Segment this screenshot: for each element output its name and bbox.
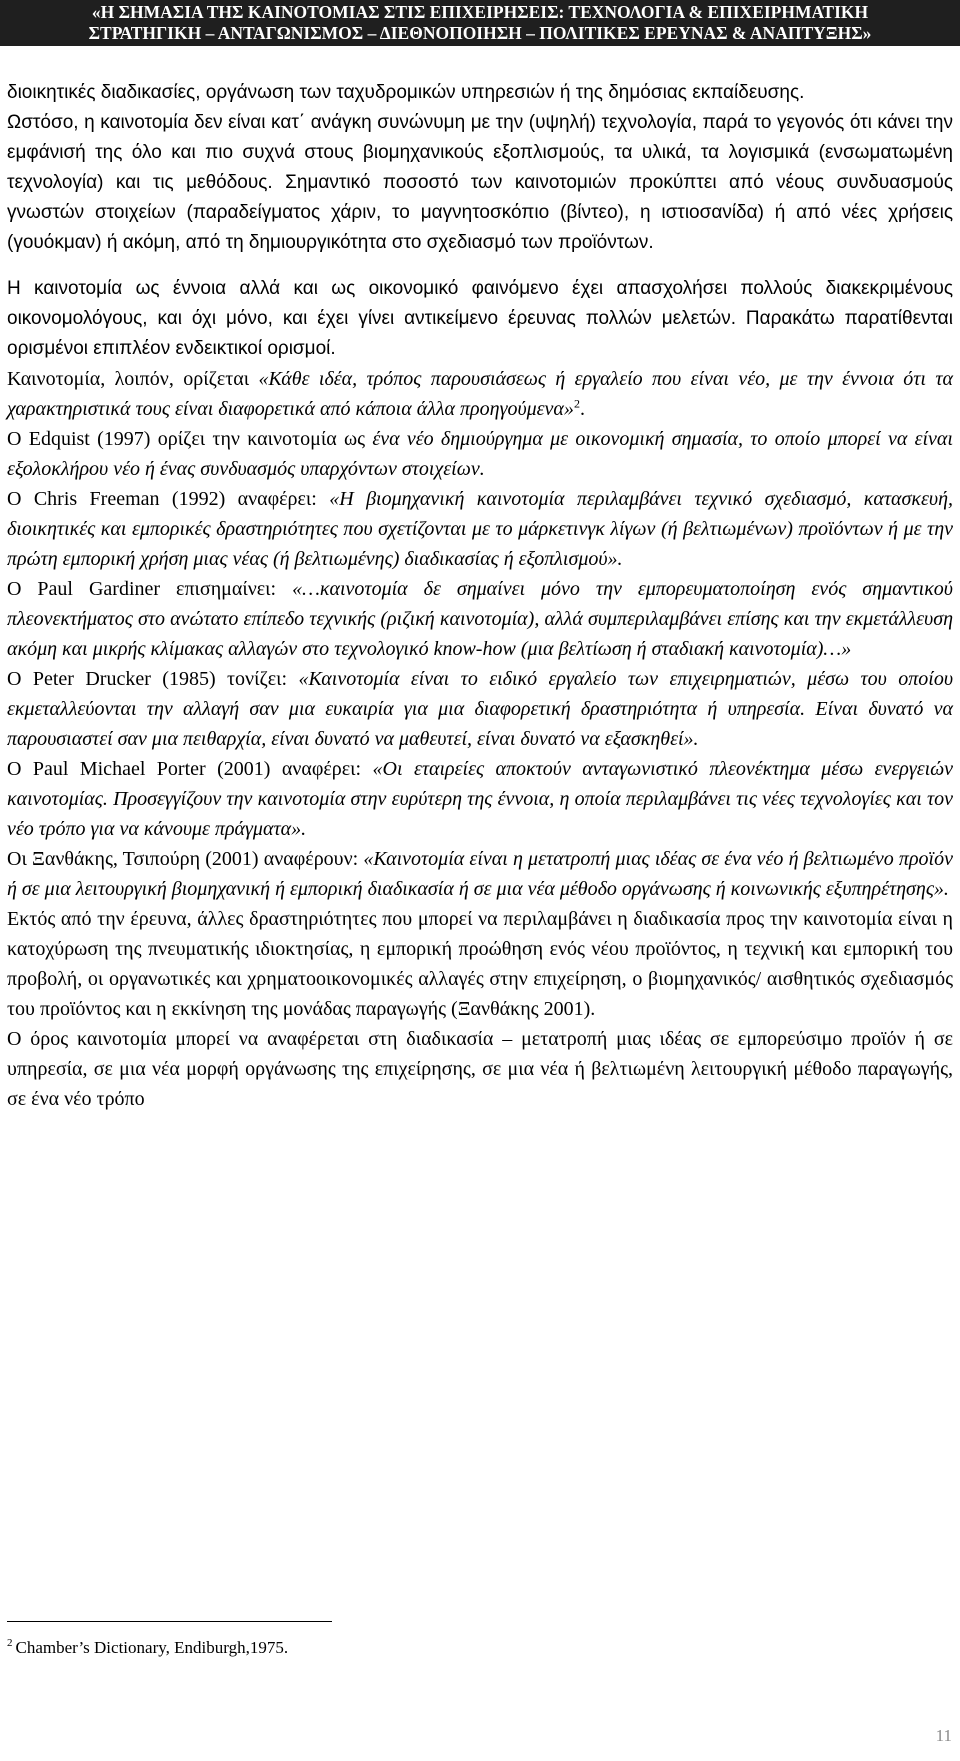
paragraph-edquist xyxy=(7,424,953,484)
edquist-intro: Ο Edquist (1997) ορίζει την καινοτομία ως xyxy=(7,428,373,450)
porter-quote: «Οι εταιρείες αποκτούν ανταγωνιστικό πλεονέκτημα μέσω ενεργειών καινοτομίας. Προσεγγίζουν την καινοτομία στην ευρύτερη της έννοια, η οποία περιλαμβάνει τις νέες τεχνολογίες και τον νέο τρόπο για να κάνουμε πράγματα». xyxy=(7,758,954,840)
paragraph-term: Ο όρος καινοτομία μπορεί να αναφέρεται στη διαδικασία – μετατροπή μιας ιδέας σε εμπορεύσιμο προϊόν ή σε υπηρεσία, σε μια νέα μορφή οργάνωσης της επιχείρησης, σε μια νέα ή βελτιωμένη λειτουργική μέθοδο παραγωγής, σε ένα νέο τρόπο xyxy=(7,1028,953,1110)
page-number: 11 xyxy=(935,1726,952,1745)
footnote-text: Chamber’s Dictionary, Endiburgh,1975. xyxy=(15,1638,289,1657)
page-body xyxy=(7,78,953,1114)
definition-intro: Καινοτομία, λοιπόν, ορίζεται xyxy=(7,368,259,390)
paragraph-activities: Εκτός από την έρευνα, άλλες δραστηριότητες που μπορεί να περιλαμβάνει η διαδικασία προς την καινοτομία είναι η κατοχύρωση της πνευματικής ιδιοκτησίας, η εμπορική προώθηση ενός νέου προϊόντος, η τεχνική και εμπορική του προβολή, οι οργανωτικές και χρηματοοικονομικές αλλαγές στην επιχείρηση, ο βιομηχανικός/ αισθητικός σχεδιασμός του προϊόντος και η εκκίνηση της μονάδας παραγωγής (Ξανθάκης 2001). xyxy=(7,908,953,1020)
paragraph-2: Ωστόσο, η καινοτομία δεν είναι κατ΄ ανάγκη συνώνυμη με την (υψηλή) τεχνολογία, παρά το γεγονός ότι κάνει την εμφάνισή της όλο και πιο συχνά στους βιομηχανικούς εξοπλισμούς, τα υλικά, τα λογισμικά (ενσωματωμένη τεχνολογία) και τις μεθόδους. Σημαντικό ποσοστό των καινοτομιών προκύπτει από νέους συνδυασμούς γνωστών στοιχείων (παραδείγματος χάριν, το μαγνητοσκόπιο (βίντεο), η ιστιοσανίδα) ή από νέες χρήσεις (γουόκμαν) ή ακόμη, από τη δημιουργικότητα στο σχεδιασμό των προϊόντων. xyxy=(7,112,953,253)
running-header xyxy=(0,0,960,46)
porter-intro: Ο Paul Michael Porter (2001) αναφέρει: xyxy=(7,758,373,780)
edquist-quote: ένα νέο δημιούργημα με οικονομική σημασία, το οποίο μπορεί να είναι εξολοκλήρου νέο ή ένας συνδυασμός υπαρχόντων στοιχείων. xyxy=(7,428,953,480)
gardiner-intro: Ο Paul Gardiner επισημαίνει: xyxy=(7,578,293,600)
gardiner-quote: «…καινοτομία δε σημαίνει μόνο την εμπορευματοποίηση ενός σημαντικού πλεονεκτήματος στο ανώτατο επίπεδο τεχνικής (ριζική καινοτομία), αλλά συμπεριλαμβάνει επίσης και την εκμετάλλευση ακόμη και μικρής κλίμακας αλλαγών στο τεχνολογικό know-how (μια βελτίωση ή σταδιακή καινοτομία)…» xyxy=(7,578,953,660)
footnote-separator xyxy=(7,1621,332,1622)
drucker-quote: «Καινοτομία είναι το ειδικό εργαλείο των επιχειρηματιών, μέσω του οποίου εκμεταλλεύονται την αλλαγή σαν μια ευκαιρία για μια διαφορετική δραστηριότητα ή υπηρεσία. Είναι δυνατό να παρουσιαστεί σαν μια πειθαρχία, είναι δυνατό να μαθευτεί, είναι δυνατό να εξασκηθεί». xyxy=(7,668,953,750)
paragraph-drucker xyxy=(7,664,953,754)
xanthakis-quote: «Καινοτομία είναι η μετατροπή μιας ιδέας σε ένα νέο ή βελτιωμένο προϊόν ή σε μια λειτουργική βιομηχανική ή εμπορική διαδικασία ή σε μια νέα μέθοδο οργάνωσης ή κοινωνικής εξυπηρέτησης». xyxy=(7,848,953,900)
xanthakis-intro: Οι Ξανθάκης, Τσιπούρη (2001) αναφέρουν: xyxy=(7,848,364,870)
drucker-intro: Ο Peter Drucker (1985) τονίζει: xyxy=(7,668,299,690)
paragraph-freeman xyxy=(7,484,953,574)
definition-end: . xyxy=(579,398,585,420)
freeman-quote: «Η βιομηχανική καινοτομία περιλαμβάνει τεχνικό σχεδιασμό, κατασκευή, διοικητικές και εμπορικές δραστηριότητες που σχετίζονται με το μάρκετινγκ λίγων (ή βελτιωμένων) προϊόντων ή με την πρώτη εμπορική χρήση μιας νέας (ή βελτιωμένης) διαδικασίας ή εξοπλισμού». xyxy=(7,488,953,570)
paragraph-1: διοικητικές διαδικασίες, οργάνωση των ταχυδρομικών υπηρεσιών ή της δημόσιας εκπαίδευσης. xyxy=(7,82,805,103)
paragraph-porter xyxy=(7,754,953,844)
footnote-number: 2 xyxy=(7,1637,13,1650)
paragraph-xanthakis-tsipouri xyxy=(7,844,953,904)
running-header-line-1: «Η ΣΗΜΑΣΙΑ ΤΗΣ ΚΑΙΝΟΤΟΜΙΑΣ ΣΤΙΣ ΕΠΙΧΕΙΡΗΣΕΙΣ: ΤΕΧΝΟΛΟΓΙΑ & ΕΠΙΧΕΙΡΗΜΑΤΙΚΗ xyxy=(91,2,869,22)
footnote xyxy=(7,1636,288,1660)
running-header-line-2: ΣΤΡΑΤΗΓΙΚΗ – ΑΝΤΑΓΩΝΙΣΜΟΣ – ΔΙΕΘΝΟΠΟΙΗΣΗ – ΠΟΛΙΤΙΚΕΣ ΕΡΕΥΝΑΣ & ΑΝΑΠΤΥΞΗΣ» xyxy=(88,23,872,43)
freeman-intro: Ο Chris Freeman (1992) αναφέρει: xyxy=(7,488,330,510)
footnote-reference[interactable]: 2 xyxy=(573,396,580,411)
paragraph-3: Η καινοτομία ως έννοια αλλά και ως οικονομικό φαινόμενο έχει απασχολήσει πολλούς διακεκριμένους οικονομολόγους, και όχι μόνο, και έχει γίνει αντικείμενο έρευνας πολλών μελετών. Παρακάτω παρατίθενται ορισμένοι επιπλέον ενδεικτικοί ορισμοί. xyxy=(7,278,953,359)
paragraph-gardiner xyxy=(7,574,953,664)
definition-quote: «Κάθε ιδέα, τρόπος παρουσιάσεως ή εργαλείο που είναι νέο, με την έννοια ότι τα χαρακτηριστικά τους είναι διαφορετικά από κάποια άλλα προηγούμενα» xyxy=(7,368,953,420)
paragraph-definition-chambers xyxy=(7,364,953,424)
